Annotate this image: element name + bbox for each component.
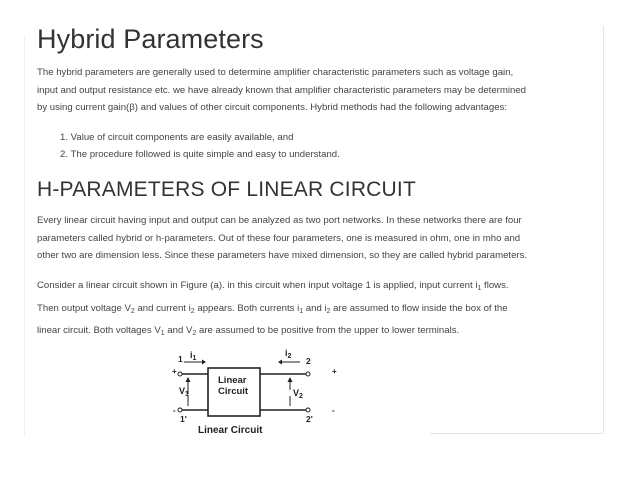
page-title: Hybrid Parameters [37, 24, 264, 54]
box-label-line2: Circuit [218, 386, 249, 397]
terminal-1-prime [178, 408, 182, 412]
text-run: flows. [481, 280, 509, 291]
subscript: 1 [185, 391, 189, 398]
h-parameters-paragraph [37, 212, 593, 265]
text-run: appears. Both currents i [194, 302, 300, 314]
paragraph-line [37, 299, 593, 322]
linear-circuit-figure [160, 348, 340, 440]
content-right-border [603, 26, 604, 434]
intro-line: input and output resistance etc. we have already known that amplifier characteristic parameters may be determined [37, 84, 527, 96]
terminal-2 [306, 372, 310, 376]
text-run: and i [303, 302, 327, 314]
i1-label [190, 350, 196, 362]
intro-line: The hybrid parameters are generally used to determine amplifier characteristic parameters such as voltage gain, [37, 67, 514, 78]
circuit-description-paragraph [37, 276, 593, 344]
v2-arrow-head [288, 377, 293, 382]
box-label-line1: Linear [218, 375, 247, 386]
subscript: 2 [190, 307, 195, 315]
paragraph-line: Every linear circuit having input and output can be analyzed as two port networks. In these networks there are four [37, 215, 522, 226]
terminal-1-prime-label: 1' [180, 414, 187, 424]
text-run: and V [164, 325, 193, 336]
terminal-2-prime [306, 408, 310, 412]
text-run: V [293, 388, 300, 398]
list-item: 2. The procedure followed is quite simple and easy to understand. [60, 149, 340, 160]
terminal-2-label: 2 [306, 356, 311, 366]
subscript: 1 [477, 285, 482, 292]
subscript: 1 [160, 330, 165, 337]
text-run: Consider a linear circuit shown in Figure (a). in this circuit when input voltage 1 is applied, input current i [37, 280, 478, 291]
v2-label [293, 388, 303, 400]
text-run: are assumed to flow inside the box of the [330, 302, 508, 314]
subscript: 2 [287, 353, 292, 360]
paragraph-line: parameters called hybrid or h-parameters. Out of these four parameters, one is measured in ohm, one in mho and [37, 232, 521, 244]
text-run: are assumed to be positive from the upper to lower terminals. [196, 325, 460, 336]
terminal-1-label: 1 [178, 354, 183, 364]
output-minus-sign: - [332, 406, 335, 415]
intro-paragraph [37, 64, 593, 117]
v1-label [179, 386, 189, 398]
input-minus-sign: - [173, 406, 176, 415]
subscript: 2 [326, 307, 331, 315]
text-run: i [190, 350, 193, 360]
paragraph-line [37, 276, 593, 299]
i2-arrow-head [278, 360, 282, 365]
text-run: Then output voltage V [37, 302, 131, 314]
text-run: linear circuit. Both voltages V [37, 325, 161, 336]
content-bottom-border [430, 433, 602, 434]
section-heading: H-PARAMETERS OF LINEAR CIRCUIT [37, 178, 416, 201]
i1-arrow-head [202, 360, 206, 365]
advantages-list [60, 129, 340, 163]
list-item: 1. Value of circuit components are easily available, and [60, 132, 294, 143]
output-plus-sign: + [332, 367, 337, 376]
figure-caption: Linear Circuit [198, 425, 263, 436]
paragraph-line [37, 321, 593, 344]
subscript: 2 [299, 393, 303, 400]
content-left-border [24, 36, 25, 436]
text-run: and current i [134, 302, 191, 314]
text-run: i [285, 348, 288, 358]
v1-arrow-head [186, 377, 191, 382]
text-run: V [179, 386, 186, 396]
subscript: 2 [192, 330, 197, 337]
intro-line: by using current gain(β) and values of other circuit components. Hybrid methods had the following advantages: [37, 102, 508, 113]
terminal-2-prime-label: 2' [306, 414, 313, 424]
paragraph-line: other two are dimension less. Since these parameters have mixed dimension, so they are called hybrid parameters. [37, 250, 528, 261]
subscript: 1 [192, 355, 197, 362]
i2-label [285, 348, 291, 360]
input-plus-sign: + [172, 367, 177, 376]
subscript: 1 [299, 307, 304, 315]
terminal-1 [178, 372, 182, 376]
subscript: 2 [130, 307, 135, 315]
